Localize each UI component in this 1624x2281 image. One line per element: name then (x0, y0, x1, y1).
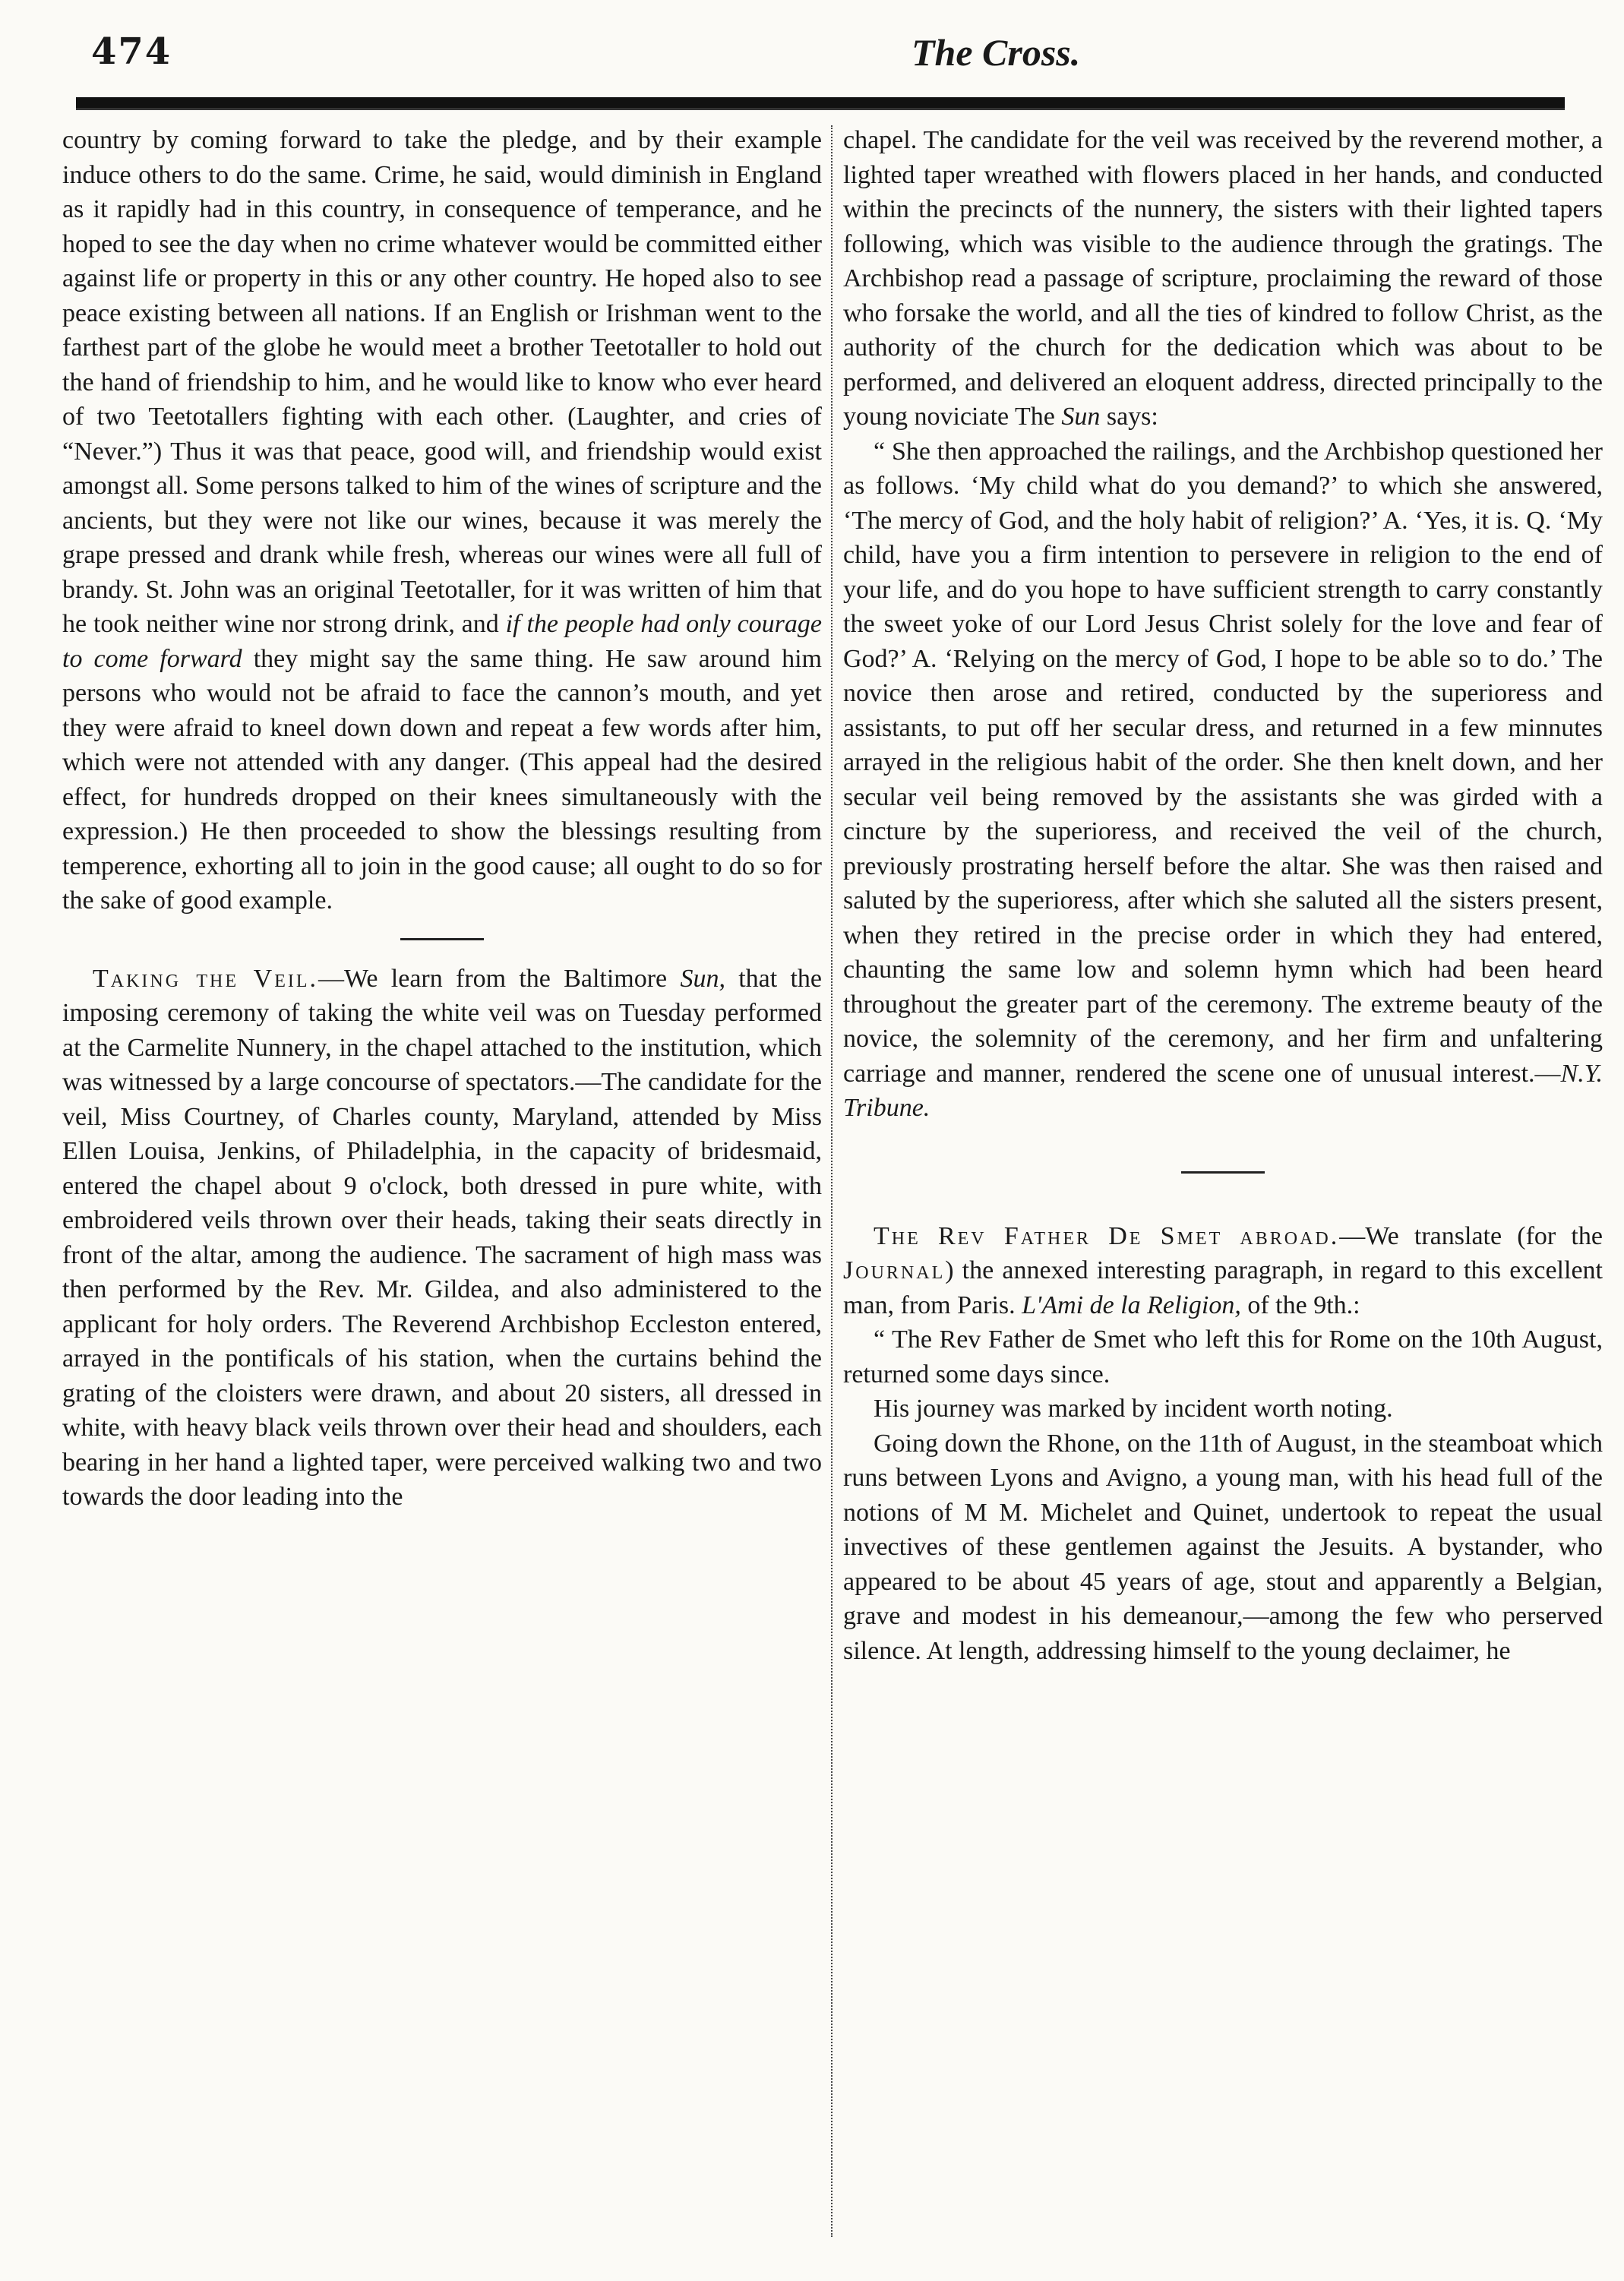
veil-continued: chapel. The candidate for the veil was received by the reverend mother, a lighted taper wreathed with flowers placed in her hands, and conducted within the precincts of the nunnery, the sisters with their lighted tapers following, which was visible to the audience through the gratings. The Archbishop read a passage of scripture, proclaiming the reward of those who forsake the world, and all the ties of kindred to follow Christ, as the authority of the church for the dedication which was about to be performed, and delivered an eloquent address, directed principally to the young noviciate The Sun says: (843, 126, 1603, 431)
desmet-heading: The Rev Father De Smet abroad. (874, 1221, 1340, 1250)
desmet-article: The Rev Father De Smet abroad.—We translate (for the Journal) the annexed interesting paragraph, in regard to this excellent man, from Paris. L'Ami de la Religion, of the 9th.: (843, 1221, 1603, 1319)
right-column (843, 123, 1603, 2250)
header-rule (76, 97, 1565, 110)
page-number: 474 (91, 30, 172, 73)
section-separator (1181, 1171, 1265, 1174)
temperance-paragraph: country by coming forward to take the pledge, and by their example induce others to do the same. Crime, he said, would diminish in England as it rapidly had in this country, in consequence of temperance, and he hoped to see the day when no crime whatever would be committed either against life or property in this or any other country. He hoped also to see peace existing between all nations. If an English or Irishman went to the farthest part of the globe he would meet a brother Teetotaller to hold out the hand of friendship to him, and he would like to know who ever heard of two Teetotallers fighting with each other. (Laughter, and cries of “Never.”) Thus it was that peace, good will, and friendship would exist amongst all. Some persons talked to him of the wines of scripture and the ancients, but they were not like our wines, because it was merely the grape pressed and drank while fresh, whereas our wines were all full of brandy. St. John was an original Teetotaller, for it was written of him that he took neither wine nor strong drink, and if the people had only courage to come forward they might say the same thing. He saw around him persons who would not be afraid to face the cannon’s mouth, and yet they were afraid to kneel down down and repeat a few words after him, which were not attended with any danger. (This appeal had the desired effect, for hundreds dropped on their knees simultaneously with the expression.) He then proceeded to show the blessings resulting from temperence, exhorting all to join in the good cause; all ought to do so for the sake of good example. (62, 126, 822, 915)
page-header (76, 30, 1565, 91)
left-column (62, 123, 822, 2250)
ceremony-quote: “ She then approached the railings, and the Archbishop questioned her as follows. ‘My child what do you demand?’ to which she answered, ‘The mercy of God, and the holy habit of religion?’ A. ‘Yes, it is. Q. ‘My child, have you a firm intention to persevere in religion to the end of your life, and do you hope to have sufficient strength to carry constantly the sweet yoke of our Lord Jesus Christ solely for the love and fear of God?’ A. ‘Relying on the mercy of God, I hope to be able so to do.’ The novice then arose and retired, conducted by the superioress and assistants, to put off her secular dress, and returned in a few minnutes arrayed in the religious habit of the order. She then knelt down, and her secular veil being removed by the assistants she was girded with a cincture by the superioress, and received the veil of the church, previously prostrating herself before the altar. She was then raised and saluted by the superioress, after which she saluted all the sisters present, when they retired in the precise order in which they had entered, chaunting the same low and solemn hymn which had been heard throughout the greater part of the ceremony. The extreme beauty of the novice, the solemnity of the ceremony, and her firm and unfaltering carriage and manner, rendered the scene one of unusual interest.—N.Y. Tribune. (843, 437, 1603, 1122)
desmet-paragraph: “ The Rev Father de Smet who left this for Rome on the 10th August, returned some days since. (843, 1325, 1603, 1389)
column-divider (831, 125, 833, 2237)
desmet-paragraph: Going down the Rhone, on the 11th of August, in the steamboat which runs between Lyons and Avigno, a young man, with his head full of the notions of M M. Michelet and Quinet, undertook to repeat the usual invectives of these gentlemen against the Jesuits. A bystander, who appeared to be about 45 years of age, stout and apparently a Belgian, grave and modest in his demeanour,—among the few who perserved silence. At length, addressing himself to the young declaimer, he (843, 1429, 1603, 1665)
running-title: The Cross. (912, 31, 1081, 74)
veil-heading: Taking the Veil. (93, 964, 319, 993)
source-signature: N.Y. Tribune. (843, 1059, 1603, 1122)
veil-article: Taking the Veil.—We learn from the Baltimore Sun, that the imposing ceremony of taking the white veil was on Tuesday performed at the Carmelite Nunnery, in the chapel attached to the institution, which was witnessed by a large concourse of spectators.—The candidate for the veil, Miss Courtney, of Charles county, Maryland, attended by Miss Ellen Louisa, Jenkins, of Philadelphia, in the capacity of bridesmaid, entered the chapel about 9 o'clock, both dressed in pure white, with embroidered veils thrown over their heads, taking their seats directly in front of the altar, among the audience. The sacrament of high mass was then performed by the Rev. Mr. Gildea, and also administered to the applicant for holy orders. The Reverend Archbishop Eccleston entered, arrayed in the pontificals of his station, when the curtains behind the grating of the cloisters were drawn, and about 20 sisters, all dressed in white, with heavy black veils thrown over their head and shoulders, each bearing in her hand a lighted taper, were perceived walking two and two towards the door leading into the (62, 964, 822, 1511)
desmet-paragraph: His journey was marked by incident worth noting. (874, 1395, 1393, 1423)
section-separator (400, 938, 484, 940)
